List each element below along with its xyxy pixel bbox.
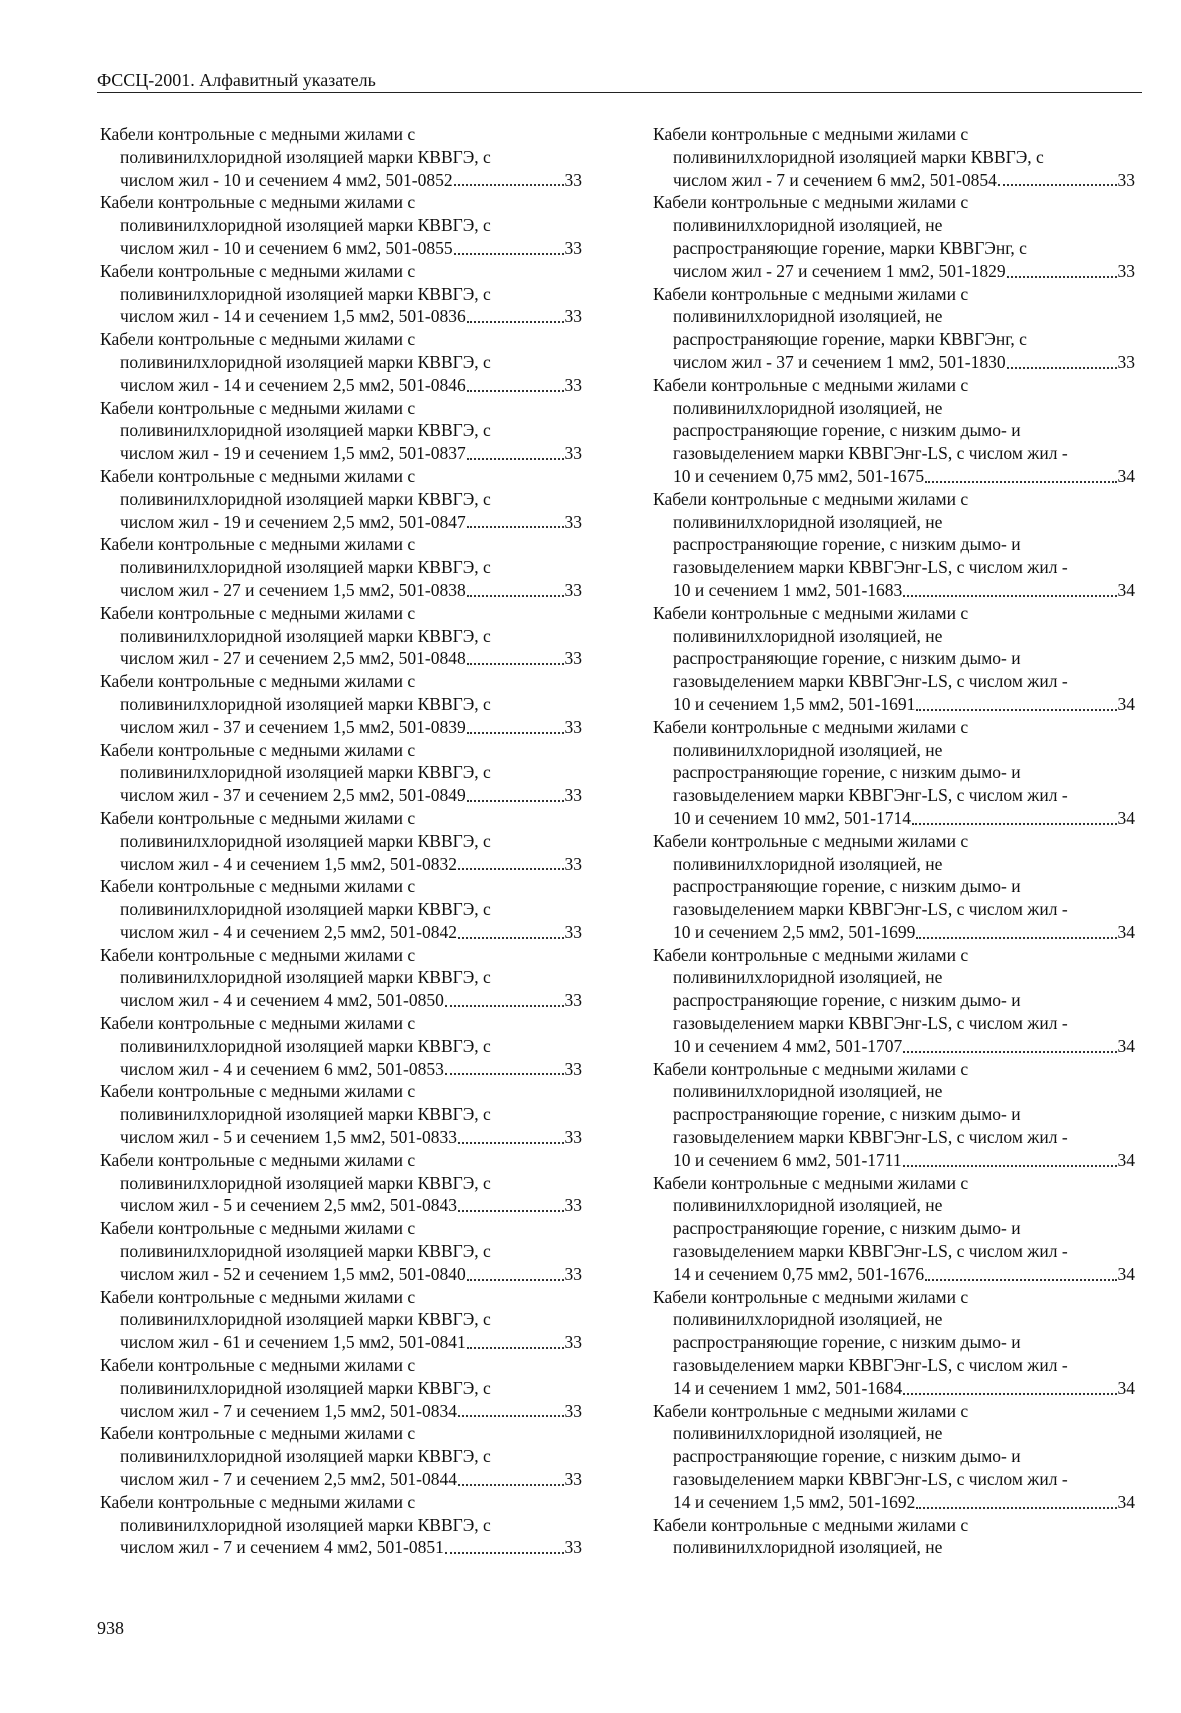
entry-line: Кабели контрольные с медными жилами с — [653, 283, 969, 304]
entry-line: поливинилхлоридной изоляцией, не — [673, 1195, 943, 1216]
entry-last-text: 10 и сечением 2,5 мм2, 501-1699 — [673, 921, 916, 942]
entry-line: газовыделением марки КВВГЭнг-LS, с числом жил - — [673, 1241, 1068, 1262]
entry-last-line — [653, 1377, 1135, 1400]
entry-last-line — [100, 1400, 582, 1423]
entry-line: Кабели контрольные с медными жилами с — [100, 1218, 416, 1239]
entry-line: газовыделением марки КВВГЭнг-LS, с числом жил - — [673, 785, 1068, 806]
entry-last-line — [653, 1263, 1135, 1286]
entry-line: Кабели контрольные с медными жилами с — [100, 1491, 416, 1512]
entry-last-text: числом жил - 19 и сечением 2,5 мм2, 501-0847 — [120, 511, 466, 532]
entry-line: Кабели контрольные с медными жилами с — [653, 944, 969, 965]
index-entry — [100, 944, 582, 1012]
entry-last-text: числом жил - 7 и сечением 1,5 мм2, 501-0834 — [120, 1400, 457, 1421]
entry-line: распространяющие горение, с низким дымо- и — [673, 1446, 1021, 1467]
entry-line: Кабели контрольные с медными жилами с — [653, 602, 969, 623]
entry-last-line — [653, 1491, 1135, 1514]
entry-last-line — [653, 693, 1135, 716]
entry-page-ref: 33 — [564, 1537, 582, 1558]
entry-line: поливинилхлоридной изоляцией, не — [673, 739, 943, 760]
entry-page-ref: 33 — [564, 443, 582, 464]
entry-line: Кабели контрольные с медными жилами с — [653, 374, 969, 395]
entry-line: поливинилхлоридной изоляцией, не — [673, 511, 943, 532]
entry-line: поливинилхлоридной изоляцией, не — [673, 397, 943, 418]
entry-page-ref: 33 — [564, 511, 582, 532]
entry-page-ref: 34 — [1117, 1149, 1135, 1170]
entry-last-line — [653, 579, 1135, 602]
entry-page-ref: 34 — [1117, 807, 1135, 828]
entry-line: поливинилхлоридной изоляцией марки КВВГЭ, с — [673, 146, 1044, 167]
dot-leader — [454, 184, 564, 186]
entry-line: Кабели контрольные с медными жилами с — [653, 1400, 969, 1421]
entry-line: Кабели контрольные с медными жилами с — [100, 807, 416, 828]
entry-line: поливинилхлоридной изоляцией марки КВВГЭ, с — [120, 283, 491, 304]
index-entry — [100, 1491, 582, 1559]
index-column-left — [100, 123, 582, 1559]
entry-page-ref: 33 — [564, 716, 582, 737]
entry-line: Кабели контрольные с медными жилами с — [100, 739, 416, 760]
entry-page-ref: 33 — [1117, 351, 1135, 372]
entry-line: поливинилхлоридной изоляцией марки КВВГЭ, с — [120, 1035, 491, 1056]
entry-line: поливинилхлоридной изоляцией, не — [673, 1309, 943, 1330]
index-entry — [100, 1149, 582, 1217]
entry-line: поливинилхлоридной изоляцией марки КВВГЭ, с — [120, 1514, 491, 1535]
entry-line: Кабели контрольные с медными жилами с — [100, 534, 416, 555]
entry-line: Кабели контрольные с медными жилами с — [653, 192, 969, 213]
index-entry — [100, 260, 582, 328]
entry-last-line — [653, 351, 1135, 374]
entry-last-line — [100, 647, 582, 670]
page-number: 938 — [97, 1618, 124, 1638]
entry-last-text: 10 и сечением 4 мм2, 501-1707 — [673, 1035, 903, 1056]
entry-line: поливинилхлоридной изоляцией марки КВВГЭ, с — [120, 762, 491, 783]
entry-line: поливинилхлоридной изоляцией марки КВВГЭ, с — [120, 1172, 491, 1193]
dot-leader — [458, 868, 564, 870]
entry-last-line — [100, 442, 582, 465]
index-entry — [100, 1354, 582, 1422]
entry-page-ref: 33 — [564, 1127, 582, 1148]
entry-last-text: числом жил - 52 и сечением 1,5 мм2, 501-0840 — [120, 1263, 466, 1284]
entry-line: поливинилхлоридной изоляцией марки КВВГЭ, с — [120, 215, 491, 236]
index-entry — [653, 1514, 1135, 1560]
entry-last-text: 10 и сечением 1 мм2, 501-1683 — [673, 579, 903, 600]
entry-last-line — [100, 511, 582, 534]
entry-line: Кабели контрольные с медными жилами с — [100, 260, 416, 281]
entry-line: газовыделением марки КВВГЭнг-LS, с числом жил - — [673, 1127, 1068, 1148]
entry-line: Кабели контрольные с медными жилами с — [100, 1013, 416, 1034]
entry-line: газовыделением марки КВВГЭнг-LS, с числом жил - — [673, 899, 1068, 920]
entry-line: Кабели контрольные с медными жилами с — [100, 602, 416, 623]
entry-line: поливинилхлоридной изоляцией марки КВВГЭ, с — [120, 1377, 491, 1398]
index-entry — [100, 397, 582, 465]
entry-last-line — [100, 853, 582, 876]
entry-page-ref: 33 — [564, 1058, 582, 1079]
dot-leader — [903, 1051, 1116, 1053]
entry-line: распространяющие горение, марки КВВГЭнг, с — [673, 329, 1027, 350]
entry-last-text: числом жил - 37 и сечением 1,5 мм2, 501-0839 — [120, 716, 466, 737]
entry-line: поливинилхлоридной изоляцией, не — [673, 215, 943, 236]
entry-line: Кабели контрольные с медными жилами с — [653, 124, 969, 144]
entry-last-text: числом жил - 27 и сечением 1,5 мм2, 501-0838 — [120, 579, 466, 600]
index-entry — [100, 1012, 582, 1080]
entry-line: поливинилхлоридной изоляцией, не — [673, 1537, 943, 1558]
entry-last-text: числом жил - 37 и сечением 1 мм2, 501-1830 — [673, 351, 1006, 372]
entry-line: газовыделением марки КВВГЭнг-LS, с числом жил - — [673, 443, 1068, 464]
entry-line: поливинилхлоридной изоляцией, не — [673, 853, 943, 874]
index-entry — [100, 533, 582, 601]
entry-page-ref: 33 — [564, 1195, 582, 1216]
entry-page-ref: 33 — [564, 1469, 582, 1490]
entry-last-text: числом жил - 61 и сечением 1,5 мм2, 501-0841 — [120, 1332, 466, 1353]
dot-leader — [925, 481, 1116, 483]
index-entry — [653, 602, 1135, 716]
dot-leader — [467, 321, 564, 323]
index-entry — [100, 670, 582, 738]
entry-page-ref: 34 — [1117, 1377, 1135, 1398]
entry-last-text: числом жил - 7 и сечением 2,5 мм2, 501-0844 — [120, 1469, 457, 1490]
entry-last-text: 14 и сечением 1 мм2, 501-1684 — [673, 1377, 903, 1398]
index-entry — [100, 1422, 582, 1490]
entry-line: газовыделением марки КВВГЭнг-LS, с числом жил - — [673, 1469, 1068, 1490]
dot-leader — [445, 1073, 564, 1075]
index-entry — [100, 191, 582, 259]
dot-leader — [903, 1165, 1117, 1167]
entry-last-line — [100, 169, 582, 192]
entry-line: распространяющие горение, с низким дымо- и — [673, 876, 1021, 897]
entry-page-ref: 33 — [564, 785, 582, 806]
entry-page-ref: 34 — [1117, 1491, 1135, 1512]
entry-last-line — [100, 989, 582, 1012]
entry-line: распространяющие горение, с низким дымо- и — [673, 1332, 1021, 1353]
entry-line: поливинилхлоридной изоляцией марки КВВГЭ, с — [120, 1446, 491, 1467]
dot-leader — [925, 1279, 1116, 1281]
dot-leader — [467, 1279, 564, 1281]
entry-line: газовыделением марки КВВГЭнг-LS, с числом жил - — [673, 1355, 1068, 1376]
entry-page-ref: 34 — [1117, 921, 1135, 942]
entry-last-line — [100, 921, 582, 944]
entry-line: распространяющие горение, с низким дымо- и — [673, 420, 1021, 441]
entry-line: Кабели контрольные с медными жилами с — [100, 671, 416, 692]
entry-page-ref: 34 — [1117, 1263, 1135, 1284]
index-entry — [100, 1217, 582, 1285]
index-entry — [100, 602, 582, 670]
entry-last-text: 10 и сечением 1,5 мм2, 501-1691 — [673, 693, 916, 714]
entry-last-line — [653, 465, 1135, 488]
index-entry — [653, 283, 1135, 374]
index-entry — [100, 465, 582, 533]
dot-leader — [458, 1142, 564, 1144]
entry-line: газовыделением марки КВВГЭнг-LS, с числом жил - — [673, 557, 1068, 578]
dot-leader — [998, 184, 1117, 186]
entry-last-line — [100, 1194, 582, 1217]
dot-leader — [916, 1507, 1116, 1509]
index-entry — [100, 328, 582, 396]
index-entry — [653, 488, 1135, 602]
dot-leader — [467, 663, 564, 665]
dot-leader — [1007, 276, 1117, 278]
entry-line: газовыделением марки КВВГЭнг-LS, с числом жил - — [673, 1013, 1068, 1034]
entry-last-line — [100, 1468, 582, 1491]
entry-line: поливинилхлоридной изоляцией марки КВВГЭ, с — [120, 1309, 491, 1330]
entry-line: распространяющие горение, с низким дымо- и — [673, 990, 1021, 1011]
entry-last-text: числом жил - 5 и сечением 1,5 мм2, 501-0833 — [120, 1127, 457, 1148]
entry-page-ref: 34 — [1117, 579, 1135, 600]
dot-leader — [467, 458, 564, 460]
entry-last-text: числом жил - 10 и сечением 6 мм2, 501-0855 — [120, 237, 453, 258]
index-entry — [653, 1400, 1135, 1514]
header-title: ФССЦ-2001. Алфавитный указатель — [97, 70, 376, 90]
entry-last-line — [100, 1058, 582, 1081]
entry-last-text: числом жил - 19 и сечением 1,5 мм2, 501-0837 — [120, 443, 466, 464]
entry-line: поливинилхлоридной изоляцией марки КВВГЭ, с — [120, 899, 491, 920]
entry-last-text: числом жил - 27 и сечением 1 мм2, 501-1829 — [673, 260, 1006, 281]
entry-line: распространяющие горение, с низким дымо- и — [673, 648, 1021, 669]
entry-last-text: числом жил - 27 и сечением 2,5 мм2, 501-0848 — [120, 648, 466, 669]
dot-leader — [916, 937, 1116, 939]
entry-line: поливинилхлоридной изоляцией марки КВВГЭ, с — [120, 830, 491, 851]
entry-line: Кабели контрольные с медными жилами с — [100, 329, 416, 350]
entry-page-ref: 33 — [564, 648, 582, 669]
entry-page-ref: 33 — [564, 853, 582, 874]
entry-page-ref: 34 — [1117, 1035, 1135, 1056]
entry-last-line — [653, 807, 1135, 830]
index-entry — [100, 875, 582, 943]
dot-leader — [467, 800, 564, 802]
index-entry — [100, 807, 582, 875]
entry-page-ref: 34 — [1117, 465, 1135, 486]
entry-line: Кабели контрольные с медными жилами с — [100, 876, 416, 897]
entry-page-ref: 33 — [564, 1332, 582, 1353]
index-entry — [653, 944, 1135, 1058]
index-entry — [100, 123, 582, 191]
entry-line: Кабели контрольные с медными жилами с — [653, 830, 969, 851]
entry-line: распространяющие горение, с низким дымо- и — [673, 762, 1021, 783]
entry-page-ref: 33 — [564, 374, 582, 395]
entry-line: поливинилхлоридной изоляцией марки КВВГЭ, с — [120, 967, 491, 988]
dot-leader — [903, 595, 1116, 597]
entry-last-text: 14 и сечением 0,75 мм2, 501-1676 — [673, 1263, 925, 1284]
index-entry — [100, 1080, 582, 1148]
dot-leader — [467, 526, 564, 528]
index-entry — [653, 1172, 1135, 1286]
entry-last-line — [100, 716, 582, 739]
index-entry — [653, 1286, 1135, 1400]
entry-page-ref: 33 — [1117, 169, 1135, 190]
dot-leader — [467, 595, 564, 597]
entry-line: поливинилхлоридной изоляцией марки КВВГЭ, с — [120, 557, 491, 578]
entry-last-text: 14 и сечением 1,5 мм2, 501-1692 — [673, 1491, 916, 1512]
running-header — [97, 70, 1142, 93]
entry-last-text: числом жил - 5 и сечением 2,5 мм2, 501-0843 — [120, 1195, 457, 1216]
dot-leader — [458, 1415, 564, 1417]
dot-leader — [458, 1484, 564, 1486]
entry-line: поливинилхлоридной изоляцией марки КВВГЭ, с — [120, 1241, 491, 1262]
dot-leader — [467, 732, 564, 734]
entry-page-ref: 33 — [564, 921, 582, 942]
entry-line: Кабели контрольные с медными жилами с — [100, 465, 416, 486]
entry-line: Кабели контрольные с медными жилами с — [100, 1081, 416, 1102]
entry-line: Кабели контрольные с медными жилами с — [653, 1058, 969, 1079]
entry-last-line — [653, 169, 1135, 192]
entry-page-ref: 33 — [564, 579, 582, 600]
entry-last-text: числом жил - 4 и сечением 2,5 мм2, 501-0842 — [120, 921, 457, 942]
index-entry — [653, 123, 1135, 191]
entry-last-line — [653, 260, 1135, 283]
entry-last-line — [100, 237, 582, 260]
entry-last-line — [653, 1035, 1135, 1058]
index-entry — [653, 830, 1135, 944]
dot-leader — [458, 937, 564, 939]
dot-leader — [467, 390, 564, 392]
entry-line: Кабели контрольные с медными жилами с — [100, 1149, 416, 1170]
dot-leader — [903, 1393, 1116, 1395]
entry-last-text: числом жил - 4 и сечением 4 мм2, 501-0850 — [120, 990, 444, 1011]
entry-line: Кабели контрольные с медными жилами с — [653, 716, 969, 737]
entry-last-text: 10 и сечением 6 мм2, 501-1711 — [673, 1149, 902, 1170]
entry-line: поливинилхлоридной изоляцией марки КВВГЭ, с — [120, 1104, 491, 1125]
entry-line: распространяющие горение, с низким дымо- и — [673, 1218, 1021, 1239]
entry-last-text: числом жил - 7 и сечением 6 мм2, 501-0854 — [673, 169, 997, 190]
entry-line: распространяющие горение, с низким дымо- и — [673, 1104, 1021, 1125]
entry-last-text: числом жил - 14 и сечением 1,5 мм2, 501-0836 — [120, 306, 466, 327]
entry-last-line — [100, 1126, 582, 1149]
entry-line: распространяющие горение, марки КВВГЭнг, с — [673, 237, 1027, 258]
entry-last-text: 10 и сечением 0,75 мм2, 501-1675 — [673, 465, 925, 486]
entry-last-text: числом жил - 14 и сечением 2,5 мм2, 501-0846 — [120, 374, 466, 395]
index-entry — [653, 374, 1135, 488]
entry-last-text: числом жил - 4 и сечением 6 мм2, 501-0853 — [120, 1058, 444, 1079]
entry-line: Кабели контрольные с медными жилами с — [653, 1286, 969, 1307]
entry-line: поливинилхлоридной изоляцией, не — [673, 967, 943, 988]
entry-last-line — [100, 305, 582, 328]
dot-leader — [912, 823, 1116, 825]
entry-last-line — [100, 374, 582, 397]
entry-line: поливинилхлоридной изоляцией марки КВВГЭ, с — [120, 693, 491, 714]
entry-line: поливинилхлоридной изоляцией марки КВВГЭ, с — [120, 351, 491, 372]
entry-line: Кабели контрольные с медными жилами с — [100, 397, 416, 418]
entry-line: поливинилхлоридной изоляцией марки КВВГЭ, с — [120, 488, 491, 509]
entry-page-ref: 34 — [1117, 693, 1135, 714]
entry-last-line — [100, 1536, 582, 1559]
index-entry — [653, 191, 1135, 282]
entry-page-ref: 33 — [564, 306, 582, 327]
entry-line: газовыделением марки КВВГЭнг-LS, с числом жил - — [673, 671, 1068, 692]
entry-last-line — [100, 1331, 582, 1354]
entry-last-text: числом жил - 4 и сечением 1,5 мм2, 501-0832 — [120, 853, 457, 874]
entry-last-text: числом жил - 10 и сечением 4 мм2, 501-0852 — [120, 169, 453, 190]
entry-line: Кабели контрольные с медными жилами с — [653, 488, 969, 509]
dot-leader — [445, 1552, 564, 1554]
entry-line: поливинилхлоридной изоляцией, не — [673, 1081, 943, 1102]
entry-line: Кабели контрольные с медными жилами с — [100, 944, 416, 965]
entry-page-ref: 33 — [564, 237, 582, 258]
entry-line: Кабели контрольные с медными жилами с — [100, 1286, 416, 1307]
entry-line: поливинилхлоридной изоляцией, не — [673, 1423, 943, 1444]
entry-line: поливинилхлоридной изоляцией марки КВВГЭ, с — [120, 146, 491, 167]
entry-line: Кабели контрольные с медными жилами с — [653, 1514, 969, 1535]
index-entry — [100, 739, 582, 807]
dot-leader — [467, 1347, 564, 1349]
index-entry — [100, 1286, 582, 1354]
entry-page-ref: 33 — [1117, 260, 1135, 281]
entry-line: Кабели контрольные с медными жилами с — [100, 1423, 416, 1444]
entry-line: поливинилхлоридной изоляцией, не — [673, 625, 943, 646]
dot-leader — [445, 1005, 564, 1007]
entry-last-line — [100, 579, 582, 602]
entry-last-text: 10 и сечением 10 мм2, 501-1714 — [673, 807, 912, 828]
entry-page-ref: 33 — [564, 1263, 582, 1284]
dot-leader — [458, 1210, 564, 1212]
entry-line: Кабели контрольные с медными жилами с — [100, 124, 416, 144]
entry-last-line — [100, 1263, 582, 1286]
dot-leader — [1007, 367, 1117, 369]
dot-leader — [454, 253, 564, 255]
entry-page-ref: 33 — [564, 990, 582, 1011]
entry-line: Кабели контрольные с медными жилами с — [100, 1355, 416, 1376]
entry-line: распространяющие горение, с низким дымо- и — [673, 534, 1021, 555]
entry-line: поливинилхлоридной изоляцией марки КВВГЭ, с — [120, 625, 491, 646]
entry-line: Кабели контрольные с медными жилами с — [653, 1172, 969, 1193]
index-entry — [653, 1058, 1135, 1172]
entry-last-text: числом жил - 7 и сечением 4 мм2, 501-0851 — [120, 1537, 444, 1558]
index-column-right — [653, 123, 1135, 1559]
dot-leader — [916, 709, 1116, 711]
entry-last-line — [100, 784, 582, 807]
entry-line: поливинилхлоридной изоляцией марки КВВГЭ, с — [120, 420, 491, 441]
entry-last-text: числом жил - 37 и сечением 2,5 мм2, 501-0849 — [120, 785, 466, 806]
entry-last-line — [653, 1149, 1135, 1172]
entry-last-line — [653, 921, 1135, 944]
entry-page-ref: 33 — [564, 1400, 582, 1421]
entry-line: поливинилхлоридной изоляцией, не — [673, 306, 943, 327]
entry-page-ref: 33 — [564, 169, 582, 190]
entry-line: Кабели контрольные с медными жилами с — [100, 192, 416, 213]
index-entry — [653, 716, 1135, 830]
